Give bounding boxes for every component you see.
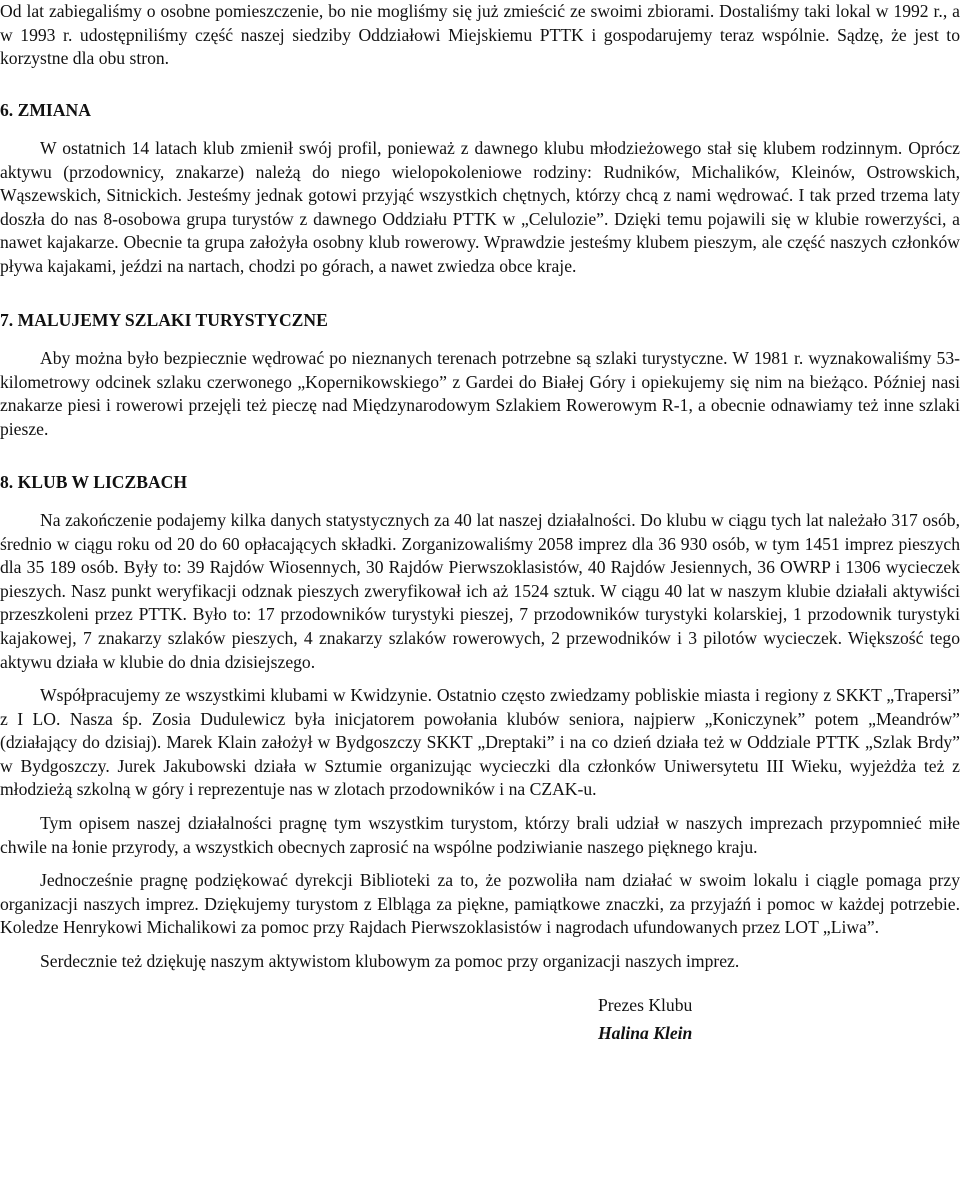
signature-name: Halina Klein [598, 1023, 693, 1043]
section-8-heading: 8. KLUB W LICZBACH [0, 472, 188, 492]
section-8-paragraph-statistics: Na zakończenie podajemy kilka danych statystycznych za 40 lat naszej działalności. Do klubu w ciągu tych lat należało 317 osób, średnio w ciągu roku od 20 do 60 opłacających składki. Zorganizowaliśmy 2058 imprez dla 36 930 osób, w tym 1451 imprez pieszych dla 35 189 osób. Były to: 39 Rajdów Wiosennych, 30 Rajdów Pierwszoklasistów, 40 Rajdów Jesiennych, 36 OWRP i 1306 wycieczek pieszych. Nasz punkt weryfikacji odznak pieszych zweryfikował ich aż 1524 sztuk. W ciągu 40 lat w naszym klubie działali aktywiści przeszkoleni przez PTTK. Było to: 17 przodowników turystyki pieszej, 7 przodowników turystyki kolarskiej, 1 przodownik turystyki kajakowej, 7 znakarzy szlaków pieszych, 4 znakarzy szlaków rowerowych, 2 przewodników i 3 pilotów wycieczek. Większość tego aktywu działa w klubie do dnia dzisiejszego. [0, 510, 960, 672]
signature-role: Prezes Klubu [598, 995, 693, 1015]
section-6-heading: 6. ZMIANA [0, 100, 91, 120]
section-6-paragraph: W ostatnich 14 latach klub zmienił swój profil, ponieważ z dawnego klubu młodzieżowego stał się klubem rodzinnym. Oprócz aktywu (przodownicy, znakarze) należą do niego wielopokoleniowe rodziny: Rudników, Michalików, Kleinów, Ostrowskich, Wąszewskich, Sitnickich. Jesteśmy jednak gotowi przyjąć wszystkich chętnych, którzy chcą z nami wędrować. I tak przed trzema laty doszła do nas 8-osobowa grupa turystów z dawnego Oddziału PTTK w „Celulozie”. Dzięki temu pojawili się w klubie rowerzyści, a nawet kajakarze. Obecnie ta grupa założyła osobny klub rowerowy. Wprawdzie jesteśmy klubem pieszym, ale część naszych członków pływa kajakami, jeździ na nartach, chodzi po górach, a nawet zwiedza obce kraje. [0, 138, 960, 276]
section-8-paragraph-thanks: Jednocześnie pragnę podziękować dyrekcji Biblioteki za to, że pozwoliła nam działać w swoim lokalu i ciągle pomaga przy organizacji naszych imprez. Dziękujemy turystom z Elbląga za piękne, pamiątkowe znaczki, za przyjaźń i pomoc w każdej potrzebie. Koledze Henrykowi Michalikowi za pomoc przy Rajdach Pierwszoklasistów i nagrodach ufundowanych przez LOT „Liwa”. [0, 870, 960, 938]
intro-paragraph: Od lat zabiegaliśmy o osobne pomieszczenie, bo nie mogliśmy się już zmieścić ze swoimi zbiorami. Dostaliśmy taki lokal w 1992 r., a w 1993 r. udostępniliśmy część naszej siedziby Oddziałowi Miejskiemu PTTK i gospodarujemy teraz wspólnie. Sądzę, że jest to korzystne dla obu stron. [0, 1, 960, 69]
section-8-paragraph-memories: Tym opisem naszej działalności pragnę tym wszystkim turystom, którzy brali udział w naszych imprezach przypomnieć miłe chwile na łonie przyrody, a wszystkich obecnych zaprosić na wspólne podziwianie naszego pięknego kraju. [0, 813, 960, 857]
section-8-paragraph-final-thanks: Serdecznie też dziękuję naszym aktywistom klubowym za pomoc przy organizacji naszych imprez. [40, 951, 740, 971]
section-8-paragraph-cooperation: Współpracujemy ze wszystkimi klubami w Kwidzynie. Ostatnio często zwiedzamy pobliskie miasta i regiony z SKKT „Trapersi” z I LO. Nasza śp. Zosia Dudulewicz była inicjatorem powołania klubów seniora, najpierw „Koniczynek” potem „Meandrów” (działający do dzisiaj). Marek Klain założył w Bydgoszczy SKKT „Dreptaki” i na co dzień działa też w Oddziale PTTK „Szlak Brdy” w Bydgoszczy. Jurek Jakubowski działa w Sztumie organizując wycieczki dla członków Uniwersytetu III Wieku, wyjeżdża też z młodzieżą szkolną w góry i reprezentuje nas w zlotach przodowników i na CZAK-u. [0, 685, 960, 800]
section-7-heading: 7. MALUJEMY SZLAKI TURYSTYCZNE [0, 310, 328, 330]
section-7-paragraph: Aby można było bezpiecznie wędrować po nieznanych terenach potrzebne są szlaki turystyczne. W 1981 r. wyznakowaliśmy 53-kilometrowy odcinek szlaku czerwonego „Kopernikowskiego” z Gardei do Białej Góry i opiekujemy się nim na bieżąco. Później nasi znakarze piesi i rowerowi przejęli też pieczę nad Międzynarodowym Szlakiem Rowerowym R-1, a obecnie odnawiamy też inne szlaki piesze. [0, 348, 960, 439]
